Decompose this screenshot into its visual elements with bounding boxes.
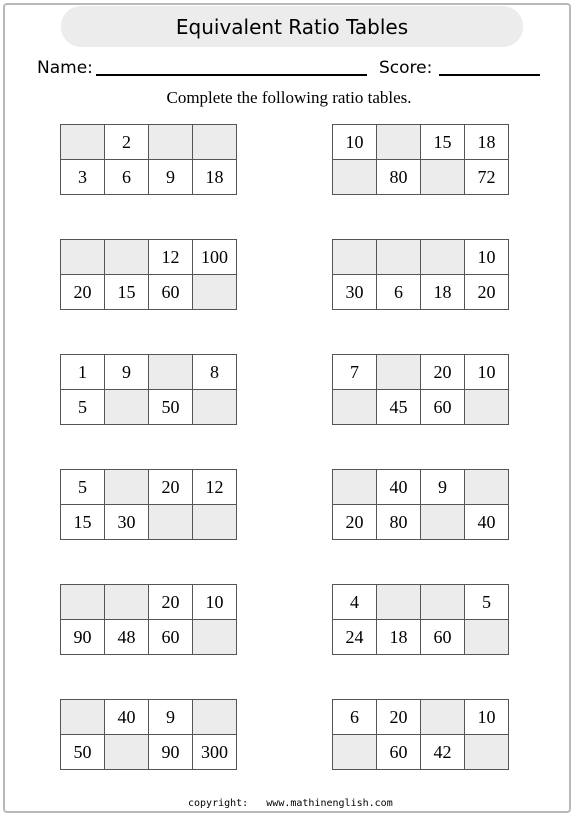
- answer-cell[interactable]: [377, 125, 421, 160]
- answer-cell[interactable]: [333, 470, 377, 505]
- given-cell: 10: [465, 700, 509, 735]
- ratio-table: [332, 124, 509, 195]
- given-cell: 9: [421, 470, 465, 505]
- copyright-label: copyright:: [188, 798, 249, 809]
- answer-cell[interactable]: [193, 505, 237, 540]
- given-cell: 72: [465, 160, 509, 195]
- answer-cell[interactable]: [333, 160, 377, 195]
- ratio-row-top: [61, 125, 237, 160]
- given-cell: 20: [61, 275, 105, 310]
- given-cell: 60: [421, 620, 465, 655]
- answer-cell[interactable]: [105, 470, 149, 505]
- given-cell: 18: [377, 620, 421, 655]
- ratio-table: [332, 699, 509, 770]
- answer-cell[interactable]: [193, 700, 237, 735]
- answer-cell[interactable]: [421, 585, 465, 620]
- answer-cell[interactable]: [105, 240, 149, 275]
- given-cell: 24: [333, 620, 377, 655]
- ratio-table: [60, 469, 237, 540]
- given-cell: 10: [465, 355, 509, 390]
- answer-cell[interactable]: [193, 125, 237, 160]
- given-cell: 30: [333, 275, 377, 310]
- ratio-table: [332, 584, 509, 655]
- answer-cell[interactable]: [149, 505, 193, 540]
- ratio-row-top: [333, 125, 509, 160]
- given-cell: 30: [105, 505, 149, 540]
- ratio-table: [60, 699, 237, 770]
- given-cell: 5: [465, 585, 509, 620]
- given-cell: 9: [105, 355, 149, 390]
- copyright-url: www.mathinenglish.com: [266, 798, 393, 809]
- ratio-row-top: [333, 585, 509, 620]
- ratio-row-top: [333, 355, 509, 390]
- given-cell: 10: [333, 125, 377, 160]
- answer-cell[interactable]: [465, 620, 509, 655]
- answer-cell[interactable]: [105, 585, 149, 620]
- given-cell: 3: [61, 160, 105, 195]
- ratio-row-bottom: [333, 620, 509, 655]
- answer-cell[interactable]: [105, 735, 149, 770]
- answer-cell[interactable]: [465, 735, 509, 770]
- answer-cell[interactable]: [333, 735, 377, 770]
- ratio-row-top: [61, 355, 237, 390]
- given-cell: 1: [61, 355, 105, 390]
- given-cell: 8: [193, 355, 237, 390]
- answer-cell[interactable]: [149, 355, 193, 390]
- given-cell: 48: [105, 620, 149, 655]
- ratio-table: [332, 469, 509, 540]
- ratio-row-top: [333, 470, 509, 505]
- given-cell: 80: [377, 160, 421, 195]
- given-cell: 7: [333, 355, 377, 390]
- answer-cell[interactable]: [333, 240, 377, 275]
- ratio-table: [332, 354, 509, 425]
- given-cell: 20: [149, 585, 193, 620]
- given-cell: 10: [193, 585, 237, 620]
- given-cell: 40: [377, 470, 421, 505]
- title-text: Equivalent Ratio Tables: [175, 14, 409, 39]
- given-cell: 15: [105, 275, 149, 310]
- given-cell: 60: [149, 620, 193, 655]
- given-cell: 6: [333, 700, 377, 735]
- given-cell: 12: [193, 470, 237, 505]
- copyright: [188, 798, 393, 809]
- worksheet-title: [61, 6, 523, 47]
- given-cell: 15: [421, 125, 465, 160]
- given-cell: 60: [377, 735, 421, 770]
- name-label: Name:: [37, 58, 93, 78]
- ratio-table: [332, 239, 509, 310]
- ratio-row-bottom: [333, 275, 509, 310]
- answer-cell[interactable]: [465, 390, 509, 425]
- ratio-table: [60, 124, 237, 195]
- given-cell: 6: [105, 160, 149, 195]
- answer-cell[interactable]: [105, 390, 149, 425]
- answer-cell[interactable]: [377, 355, 421, 390]
- instructions: Complete the following ratio tables.: [166, 88, 412, 107]
- given-cell: 10: [465, 240, 509, 275]
- given-cell: 50: [61, 735, 105, 770]
- ratio-row-top: [61, 470, 237, 505]
- answer-cell[interactable]: [377, 585, 421, 620]
- given-cell: 15: [61, 505, 105, 540]
- answer-cell[interactable]: [61, 700, 105, 735]
- given-cell: 18: [193, 160, 237, 195]
- given-cell: 4: [333, 585, 377, 620]
- given-cell: 18: [465, 125, 509, 160]
- given-cell: 20: [377, 700, 421, 735]
- given-cell: 20: [465, 275, 509, 310]
- given-cell: 2: [105, 125, 149, 160]
- given-cell: 80: [377, 505, 421, 540]
- ratio-row-top: [61, 585, 237, 620]
- given-cell: 9: [149, 160, 193, 195]
- answer-cell[interactable]: [421, 505, 465, 540]
- given-cell: 40: [105, 700, 149, 735]
- given-cell: 40: [465, 505, 509, 540]
- ratio-row-bottom: [61, 390, 237, 425]
- ratio-row-bottom: [333, 505, 509, 540]
- ratio-table: [60, 239, 237, 310]
- ratio-row-bottom: [61, 735, 237, 770]
- given-cell: 18: [421, 275, 465, 310]
- given-cell: 300: [193, 735, 237, 770]
- ratio-row-bottom: [61, 505, 237, 540]
- given-cell: 5: [61, 470, 105, 505]
- answer-cell[interactable]: [149, 125, 193, 160]
- ratio-row-bottom: [333, 160, 509, 195]
- answer-cell[interactable]: [465, 470, 509, 505]
- answer-cell[interactable]: [61, 240, 105, 275]
- given-cell: 6: [377, 275, 421, 310]
- answer-cell[interactable]: [61, 585, 105, 620]
- answer-cell[interactable]: [377, 240, 421, 275]
- ratio-row-bottom: [333, 390, 509, 425]
- ratio-row-bottom: [61, 620, 237, 655]
- answer-cell[interactable]: [421, 700, 465, 735]
- ratio-table: [60, 584, 237, 655]
- given-cell: 12: [149, 240, 193, 275]
- ratio-row-top: [333, 700, 509, 735]
- given-cell: 5: [61, 390, 105, 425]
- answer-cell[interactable]: [193, 390, 237, 425]
- given-cell: 90: [61, 620, 105, 655]
- given-cell: 9: [149, 700, 193, 735]
- score-label: Score:: [379, 58, 433, 78]
- ratio-row-bottom: [333, 735, 509, 770]
- answer-cell[interactable]: [61, 125, 105, 160]
- answer-cell[interactable]: [333, 390, 377, 425]
- answer-cell[interactable]: [421, 240, 465, 275]
- given-cell: 60: [149, 275, 193, 310]
- given-cell: 20: [333, 505, 377, 540]
- answer-cell[interactable]: [421, 160, 465, 195]
- given-cell: 60: [421, 390, 465, 425]
- given-cell: 42: [421, 735, 465, 770]
- name-line[interactable]: [96, 74, 367, 76]
- given-cell: 20: [149, 470, 193, 505]
- given-cell: 90: [149, 735, 193, 770]
- ratio-row-top: [333, 240, 509, 275]
- ratio-row-top: [61, 700, 237, 735]
- given-cell: 50: [149, 390, 193, 425]
- ratio-table: [60, 354, 237, 425]
- ratio-row-bottom: [61, 160, 237, 195]
- given-cell: 20: [421, 355, 465, 390]
- ratio-row-bottom: [61, 275, 237, 310]
- given-cell: 100: [193, 240, 237, 275]
- ratio-row-top: [61, 240, 237, 275]
- given-cell: 45: [377, 390, 421, 425]
- answer-cell[interactable]: [193, 275, 237, 310]
- answer-cell[interactable]: [193, 620, 237, 655]
- score-line[interactable]: [439, 74, 540, 76]
